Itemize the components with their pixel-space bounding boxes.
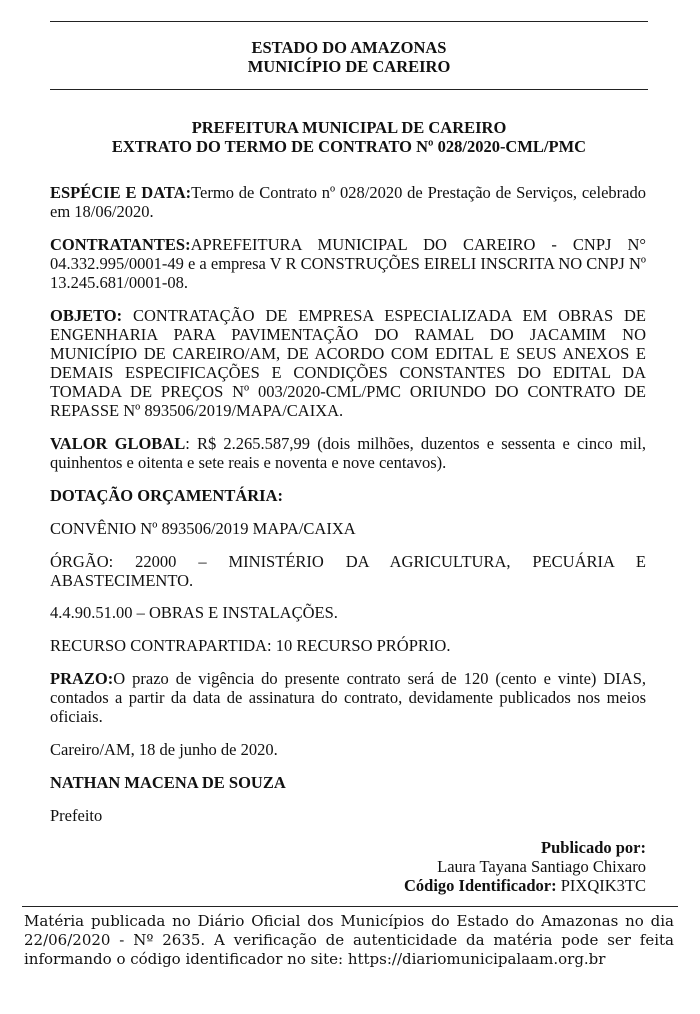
top-rule bbox=[50, 21, 648, 22]
contratantes-label: CONTRATANTES: bbox=[50, 235, 191, 254]
dotacao-label: DOTAÇÃO ORÇAMENTÁRIA: bbox=[50, 486, 283, 505]
prazo-label: PRAZO: bbox=[50, 669, 114, 688]
recurso-text: RECURSO CONTRAPARTIDA: 10 RECURSO PRÓPRIO. bbox=[50, 636, 451, 655]
especie-paragraph bbox=[50, 183, 646, 221]
footer-rule bbox=[22, 906, 678, 907]
convenio-paragraph bbox=[50, 519, 646, 538]
elemento-text: 4.4.90.51.00 – OBRAS E INSTALAÇÕES. bbox=[50, 603, 338, 622]
especie-label: ESPÉCIE E DATA: bbox=[50, 183, 192, 202]
local-data-paragraph bbox=[50, 740, 646, 759]
prazo-paragraph bbox=[50, 669, 646, 726]
title-line-1: PREFEITURA MUNICIPAL DE CAREIRO bbox=[191, 118, 507, 137]
signatory-name-paragraph bbox=[50, 773, 646, 792]
contratantes-paragraph bbox=[50, 235, 646, 292]
elemento-paragraph bbox=[50, 603, 646, 622]
prazo-text: O prazo de vigência do presente contrato será de 120 (cento e vinte) DIAS, contados a partir da data de assinatura do contrato, devidamente publicados nos meios oficiais. bbox=[50, 669, 646, 726]
objeto-paragraph bbox=[50, 306, 646, 420]
signatory-role: Prefeito bbox=[50, 806, 103, 825]
convenio-text: CONVÊNIO Nº 893506/2019 MAPA/CAIXA bbox=[50, 519, 356, 538]
objeto-label: OBJETO: bbox=[50, 306, 123, 325]
local-data-text: Careiro/AM, 18 de junho de 2020. bbox=[50, 740, 278, 759]
header-state: ESTADO DO AMAZONAS bbox=[251, 38, 447, 57]
objeto-text: CONTRATAÇÃO DE EMPRESA ESPECIALIZADA EM OBRAS DE ENGENHARIA PARA PAVIMENTAÇÃO DO RAMAL DO JACAMIM NO MUNICÍPIO DE CAREIRO/AM, DE ACORDO COM EDITAL E SEUS ANEXOS E DEMAIS ESPECIFICAÇÕES E CONDIÇÕES CONSTANTES DO EDITAL DA TOMADA DE PREÇOS Nº 003/2020-CML/PMC ORIUNDO DO CONTRATO DE REPASSE Nº 893506/2019/MAPA/CAIXA. bbox=[50, 306, 646, 420]
valor-text: : R$ 2.265.587,99 (dois milhões, duzentos e sessenta e cinco mil, quinhentos e oitenta e sete reais e noventa e nove centavos). bbox=[50, 434, 646, 472]
publication-code-value: PIXQIK3TC bbox=[556, 876, 646, 895]
valor-label: VALOR GLOBAL bbox=[50, 434, 186, 453]
orgao-text: ÓRGÃO: 22000 – MINISTÉRIO DA AGRICULTURA, PECUÁRIA E ABASTECIMENTO. bbox=[50, 552, 646, 590]
publication-block bbox=[404, 838, 646, 895]
header-municipality: MUNICÍPIO DE CAREIRO bbox=[247, 57, 451, 76]
footer-text: Matéria publicada no Diário Oficial dos Municípios do Estado do Amazonas no dia 22/06/2020 - Nº 2635. A verificação de autenticidade da matéria pode ser feita informando o código identificador no site: https://diariomunicipalaam.org.br bbox=[24, 912, 674, 968]
especie-text: Termo de Contrato nº 028/2020 de Prestação de Serviços, celebrado em 18/06/2020. bbox=[50, 183, 646, 221]
recurso-paragraph bbox=[50, 636, 646, 655]
dotacao-paragraph bbox=[50, 486, 646, 505]
title-line-2: EXTRATO DO TERMO DE CONTRATO Nº 028/2020-CML/PMC bbox=[111, 137, 587, 156]
signatory-name: NATHAN MACENA DE SOUZA bbox=[50, 773, 286, 792]
signatory-role-paragraph bbox=[50, 806, 646, 825]
publication-code-line bbox=[404, 876, 646, 895]
valor-paragraph bbox=[50, 434, 646, 472]
publication-publisher: Laura Tayana Santiago Chixaro bbox=[437, 857, 646, 876]
publication-label: Publicado por: bbox=[541, 838, 646, 857]
contratantes-text: APREFEITURA MUNICIPAL DO CAREIRO - CNPJ N° 04.332.995/0001-49 e a empresa V R CONSTRUÇÕES EIRELI INSCRITA NO CNPJ Nº 13.245.681/0001-08. bbox=[50, 235, 646, 292]
header-rule bbox=[50, 89, 648, 90]
orgao-paragraph bbox=[50, 552, 646, 590]
publication-code-label: Código Identificador: bbox=[404, 876, 557, 895]
